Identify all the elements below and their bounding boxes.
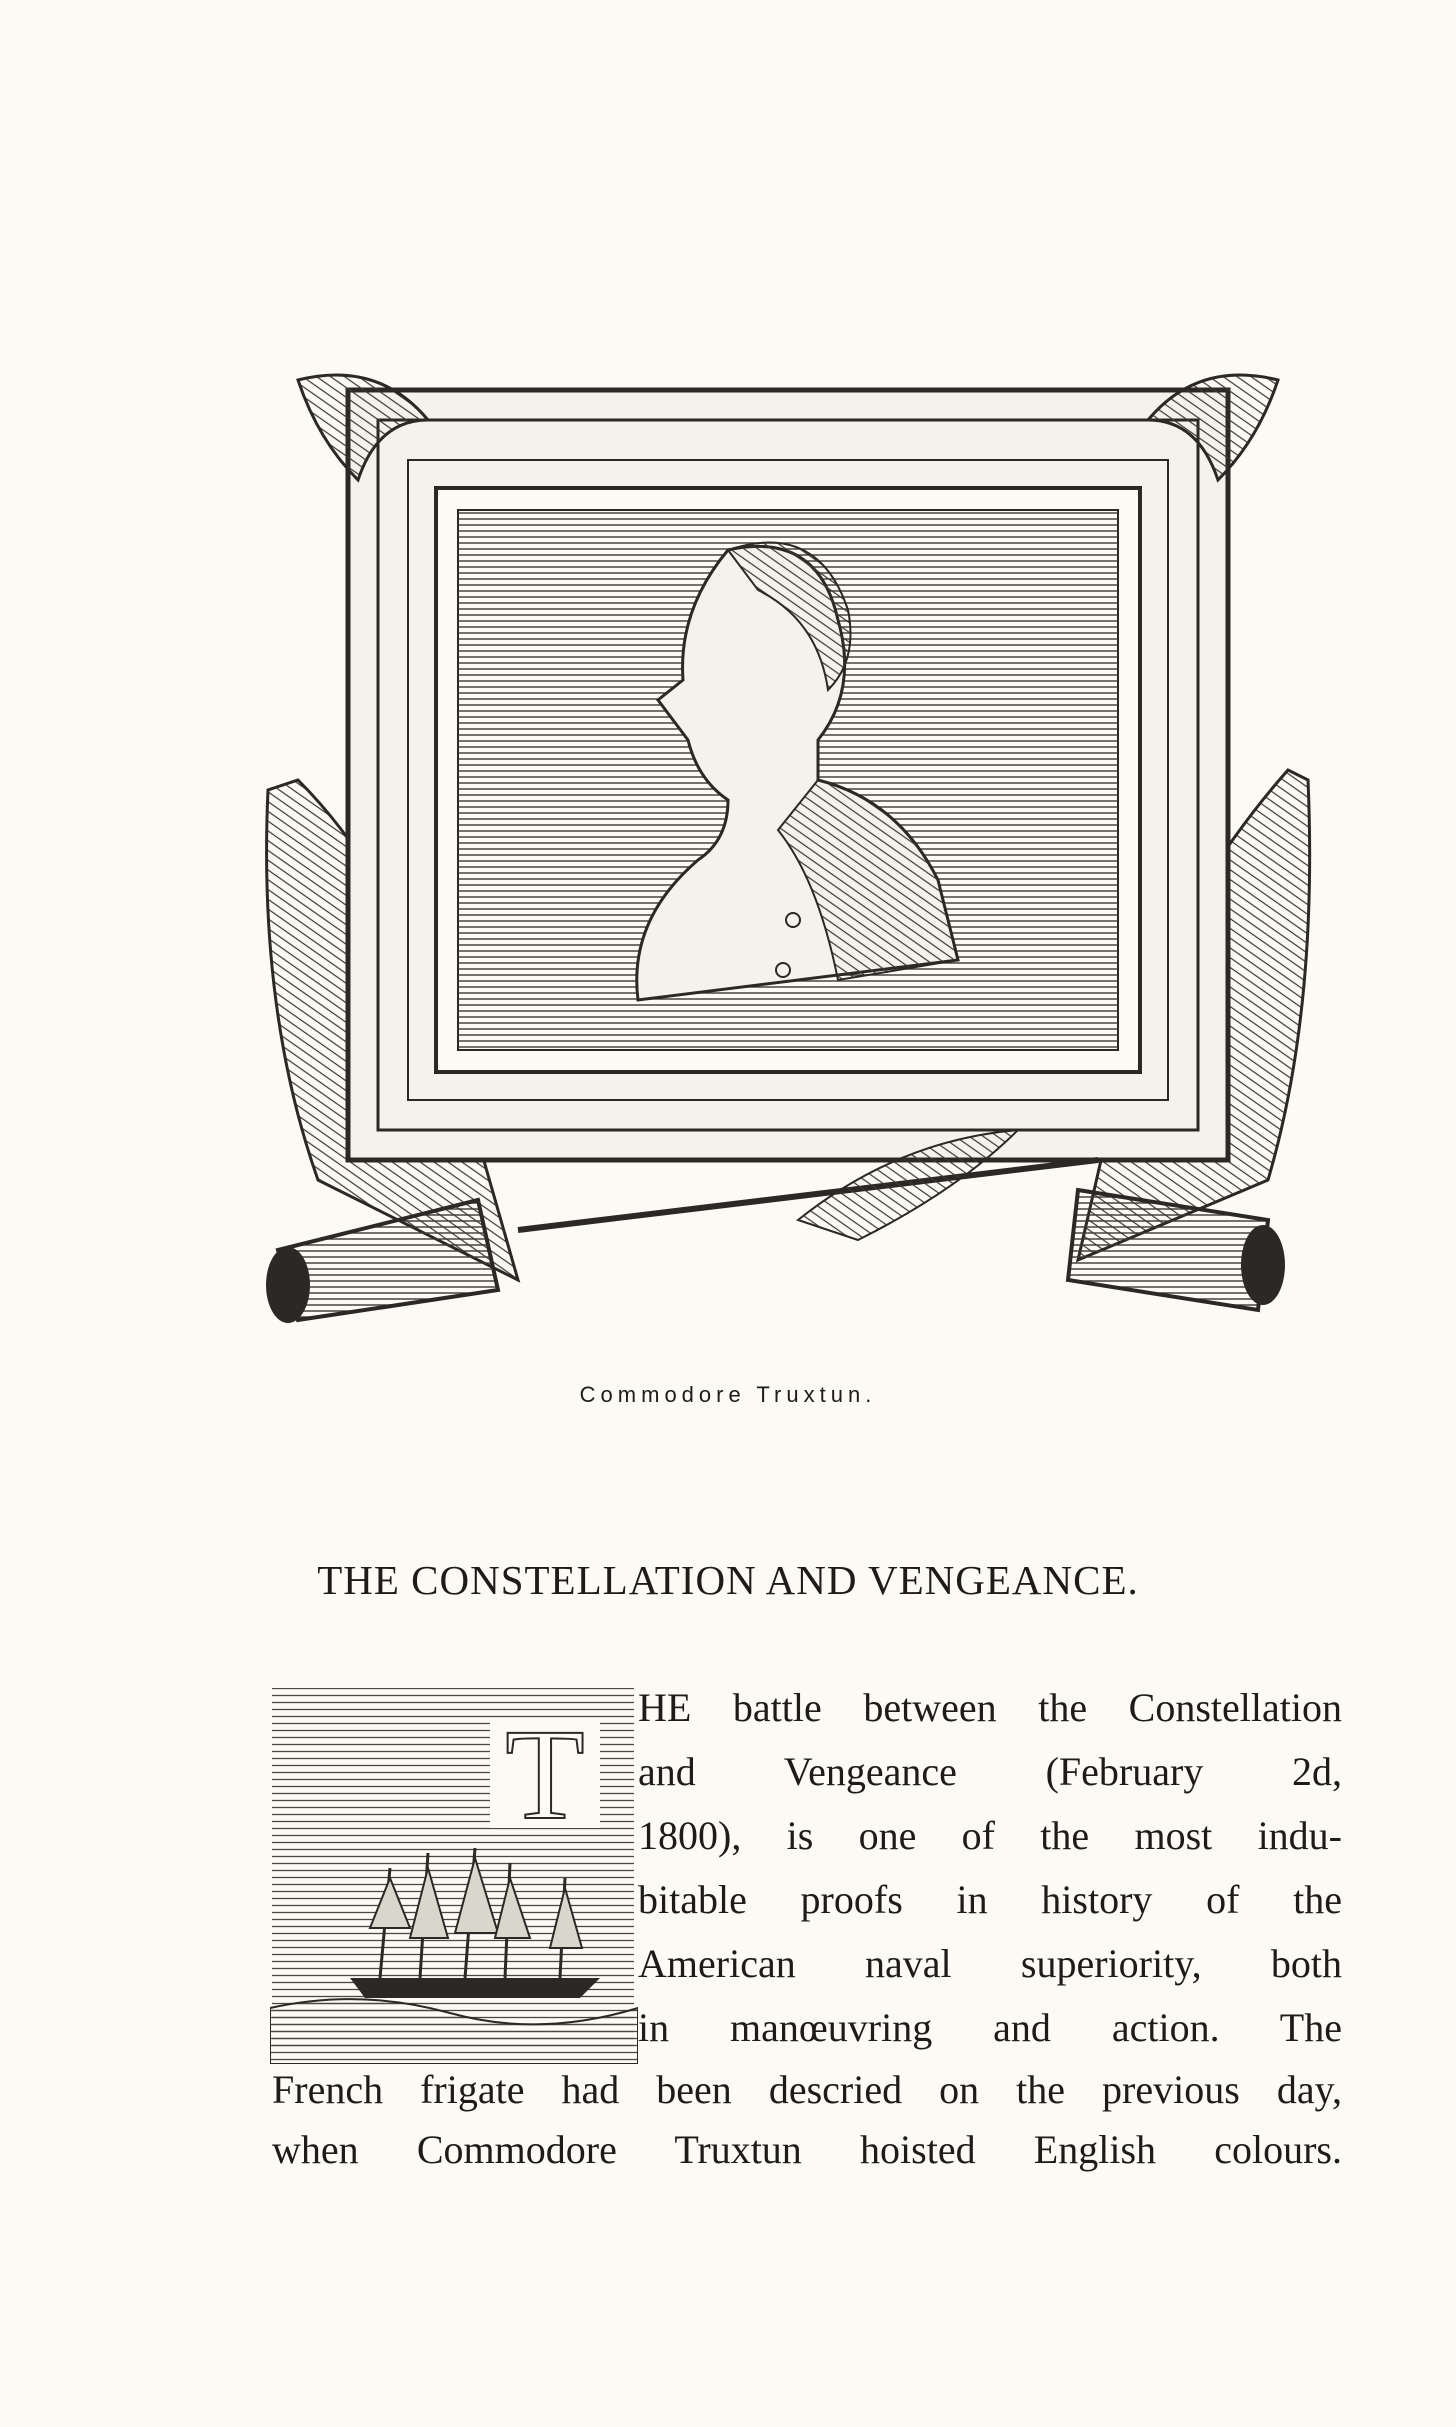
illustration-caption: Commodore Truxtun. xyxy=(579,1382,877,1407)
body-line: in manœuvring and action. The xyxy=(638,2005,1342,2050)
body-line: American naval superiority, both xyxy=(638,1941,1342,1986)
portrait-engraving xyxy=(258,360,1318,1370)
body-line: when Commodore Truxtun hoisted English colours. xyxy=(272,2127,1342,2172)
body-line: HE battle between the Constellation xyxy=(638,1685,1342,1730)
body-line: French frigate had been descried on the previous day, xyxy=(272,2067,1342,2112)
body-line: and Vengeance (February 2d, xyxy=(638,1749,1342,1794)
body-line: 1800), is one of the most indu- xyxy=(638,1813,1342,1858)
body-line: bitable proofs in history of the xyxy=(638,1877,1342,1922)
drop-cap-letter: T xyxy=(505,1703,585,1847)
chapter-title: THE CONSTELLATION AND VENGEANCE. xyxy=(317,1557,1139,1603)
drop-cap-illustration xyxy=(270,1678,638,2064)
